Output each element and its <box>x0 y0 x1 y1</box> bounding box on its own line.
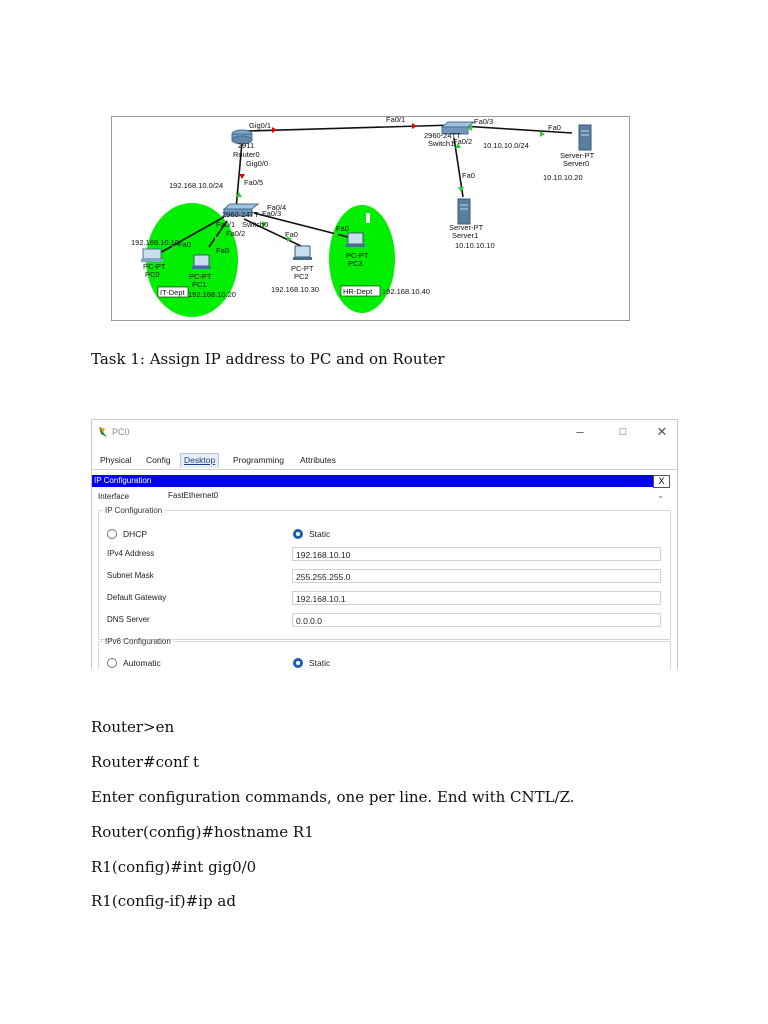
pc3-fa0-label: Fa0 <box>336 224 349 233</box>
port-down-marker <box>412 123 417 129</box>
static-radio[interactable] <box>293 529 303 539</box>
pc2-type-label: PC-PT <box>291 264 314 273</box>
switch0-fa01-label: Fa0/1 <box>216 220 236 229</box>
cli-line: Router(config)#hostname R1 <box>91 823 314 841</box>
pc1-name-label: PC1 <box>192 280 207 289</box>
subnet-mask-field[interactable]: 255.255.255.0 <box>292 569 661 583</box>
interface-select[interactable] <box>166 490 670 502</box>
tab-bar <box>92 453 677 470</box>
tab-physical[interactable]: Physical <box>100 455 132 465</box>
switch1-fa01-label: Fa0/1 <box>386 117 406 124</box>
interface-value: FastEthernet0 <box>168 491 219 500</box>
close-icon[interactable]: ✕ <box>656 424 668 439</box>
port-up-marker <box>458 187 464 192</box>
pc1-icon[interactable] <box>192 255 211 269</box>
ipv4-address-label: IPv4 Address <box>107 549 155 558</box>
dhcp-radio[interactable] <box>107 529 117 539</box>
pc0-fa0-label: Fa0 <box>178 240 191 249</box>
pc3-name-label: PC3 <box>348 259 363 268</box>
pc0-type-label: PC-PT <box>143 262 166 271</box>
ipv4-address-field[interactable]: 192.168.10.10 <box>292 547 661 561</box>
cli-line: Enter configuration commands, one per line. End with CNTL/Z. <box>91 788 575 806</box>
pc1-fa0-label: Fa0 <box>216 246 229 255</box>
server1-name-label: Server1 <box>452 231 479 240</box>
switch1-model-label: 2960-24TT <box>424 131 461 140</box>
cli-line: Router>en <box>91 718 175 736</box>
pc2-name-label: PC2 <box>294 272 309 281</box>
packet-tracer-app-icon <box>97 426 109 438</box>
port-down-marker <box>272 127 277 133</box>
switch1-fa02-label: Fa0/2 <box>453 137 473 146</box>
interface-label: Interface <box>98 492 130 501</box>
server0-ip-label: 10.10.10.20 <box>543 173 583 182</box>
pc3-ip-label: 192.168.10.40 <box>382 287 430 296</box>
default-gateway-field[interactable]: 192.168.10.1 <box>292 591 661 605</box>
minimize-icon[interactable]: – <box>576 424 584 439</box>
ipv6-automatic-radio[interactable] <box>107 658 117 668</box>
dhcp-label: DHCP <box>123 529 148 539</box>
window-title: PC0 <box>112 427 130 437</box>
server-network-label: 10.10.10.0/24 <box>483 141 529 150</box>
ipv4-group-legend: IP Configuration <box>105 506 163 515</box>
ipv6-config-group <box>98 637 671 669</box>
cli-line: R1(config-if)#ip ad <box>91 892 236 910</box>
ipv6-automatic-label: Automatic <box>123 658 161 668</box>
pc2-icon[interactable] <box>293 246 312 260</box>
server1-icon[interactable] <box>458 199 470 224</box>
window-titlebar <box>92 420 677 447</box>
cli-line: Router#conf t <box>91 753 200 771</box>
pc3-icon[interactable] <box>346 233 365 247</box>
tab-config[interactable]: Config <box>146 455 171 465</box>
ipv6-group-legend: IPv6 Configuration <box>105 637 171 646</box>
subnet-mask-label: Subnet Mask <box>107 571 154 580</box>
switch0-fa03-label: Fa0/3 <box>262 209 282 218</box>
server0-fa0-label: Fa0 <box>548 123 561 132</box>
chevron-down-icon: ⌄ <box>657 491 664 500</box>
switch1-name-label: Switch1 <box>428 139 455 148</box>
pc0-name-label: PC0 <box>145 270 160 279</box>
server0-type-label: Server-PT <box>560 151 595 160</box>
ip-config-panel-header: IP Configuration <box>92 475 669 487</box>
dns-server-label: DNS Server <box>107 615 150 624</box>
cli-line: R1(config)#int gig0/0 <box>91 858 257 876</box>
pc2-fa0-label: Fa0 <box>285 230 298 239</box>
hr-zone-marker <box>366 213 370 223</box>
default-gateway-label: Default Gateway <box>107 593 167 602</box>
router-gig01-label: Gig0/1 <box>249 121 272 130</box>
maximize-icon[interactable]: □ <box>619 426 627 438</box>
switch1-fa03-label: Fa0/3 <box>474 117 494 126</box>
tab-attributes[interactable]: Attributes <box>300 455 336 465</box>
switch0-fa02-label: Fa0/2 <box>226 229 246 238</box>
server1-fa0-label: Fa0 <box>462 171 475 180</box>
panel-close-button[interactable]: X <box>653 475 670 488</box>
lan-network-label: 192.168.10.0/24 <box>169 181 224 190</box>
server0-icon[interactable] <box>579 125 591 150</box>
router-type-label: 2911 <box>238 141 255 150</box>
ipv6-static-radio[interactable] <box>293 658 303 668</box>
server1-type-label: Server-PT <box>449 223 484 232</box>
hr-dept-label: HR-Dept <box>343 287 373 296</box>
it-dept-label: IT-Dept <box>160 288 185 297</box>
server0-name-label: Server0 <box>563 159 590 168</box>
topology-canvas <box>112 117 631 322</box>
pc1-ip-label: 192.168.10.20 <box>188 290 236 299</box>
tab-desktop[interactable]: Desktop <box>180 453 219 468</box>
pc0-ip-label: 192.168.10.10 <box>131 238 179 247</box>
pc0-icon[interactable] <box>141 249 163 262</box>
task-heading: Task 1: Assign IP address to PC and on Router <box>91 350 445 368</box>
switch0-name-label: Switch0 <box>242 220 269 229</box>
ipv6-static-label: Static <box>309 658 331 668</box>
switch0-fa04-label: Fa0/4 <box>267 203 287 212</box>
server1-ip-label: 10.10.10.10 <box>455 241 495 250</box>
network-topology-figure <box>111 116 630 321</box>
switch0-fa05-label: Fa0/5 <box>244 178 264 187</box>
dns-server-field[interactable]: 0.0.0.0 <box>292 613 661 627</box>
pc1-type-label: PC-PT <box>189 272 212 281</box>
pc3-type-label: PC-PT <box>346 251 369 260</box>
static-label: Static <box>309 529 331 539</box>
pc0-config-window <box>91 419 678 669</box>
link-router-switch1 <box>247 125 454 131</box>
pc2-ip-label: 192.168.10.30 <box>271 285 319 294</box>
router-name-label: Router0 <box>233 150 260 159</box>
switch0-model-label: 2960-24TT <box>222 210 259 219</box>
router-gig00-label: Gig0/0 <box>246 159 269 168</box>
tab-programming[interactable]: Programming <box>233 455 285 465</box>
